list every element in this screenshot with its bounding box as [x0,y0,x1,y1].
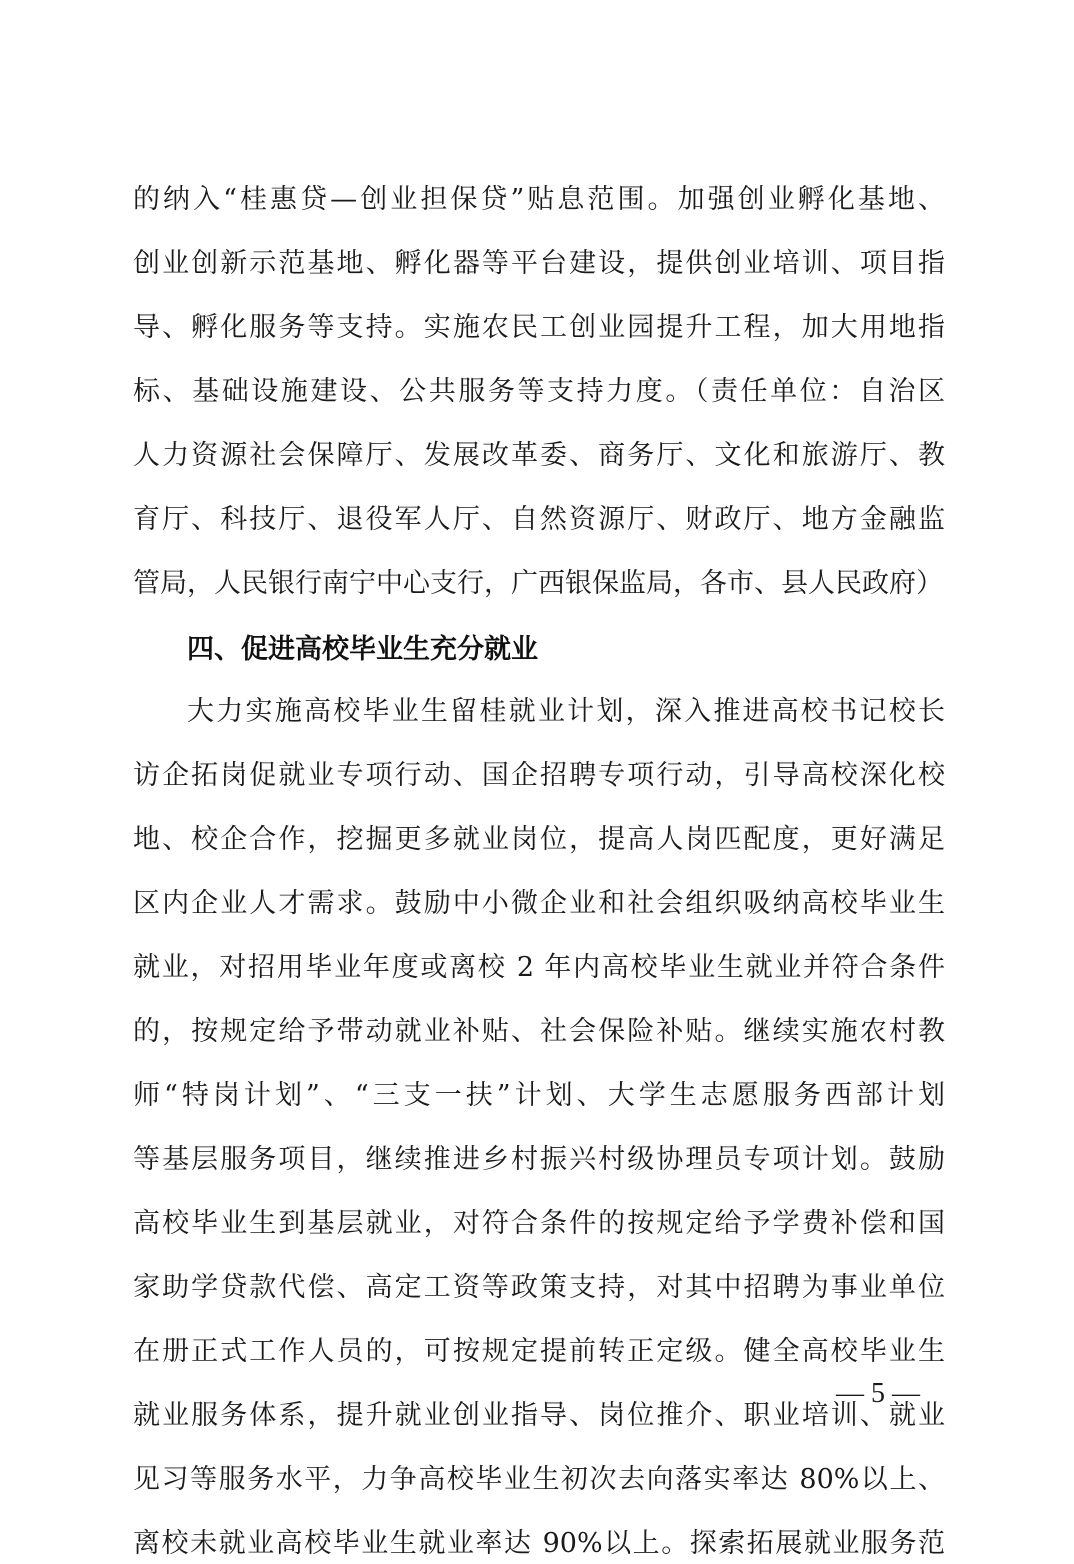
paragraph-line: 就业服务体系，提升就业创业指导、岗位推介、职业培训、就业 [133,1400,945,1431]
paragraph-line: 创业创新示范基地、孵化器等平台建设，提供创业培训、项目指 [133,248,945,279]
paragraph-line: 大力实施高校毕业生留桂就业计划，深入推进高校书记校长 [187,696,945,727]
paragraph-line: 地、校企合作，挖掘更多就业岗位，提高人岗匹配度，更好满足 [133,824,945,855]
paragraph-line: 离校未就业高校毕业生就业率达 90%以上。探索拓展就业服务范 [133,1528,945,1559]
paragraph-line: 见习等服务水平，力争高校毕业生初次去向落实率达 80%以上、 [133,1464,945,1495]
paragraph-line: 区内企业人才需求。鼓励中小微企业和社会组织吸纳高校毕业生 [133,888,945,919]
paragraph-line: 访企拓岗促就业专项行动、国企招聘专项行动，引导高校深化校 [133,760,945,791]
paragraph-line: 家助学贷款代偿、高定工资等政策支持，对其中招聘为事业单位 [133,1272,945,1303]
paragraph-line: 管局，人民银行南宁中心支行，广西银保监局，各市、县人民政府） [133,568,943,599]
paragraph-line: 就业，对招用毕业年度或离校 2 年内高校毕业生就业并符合条件 [133,952,945,983]
page-number: — 5 — [836,1378,920,1409]
paragraph-line: 育厅、科技厅、退役军人厅、自然资源厅、财政厅、地方金融监 [133,504,945,535]
paragraph-line: 的纳入“桂惠贷—创业担保贷”贴息范围。加强创业孵化基地、 [133,184,945,215]
paragraph-line: 在册正式工作人员的，可按规定提前转正定级。健全高校毕业生 [133,1336,945,1367]
section-heading: 四、促进高校毕业生充分就业 [187,634,538,665]
paragraph-line: 人力资源社会保障厅、发展改革委、商务厅、文化和旅游厅、教 [133,440,945,471]
paragraph-line: 导、孵化服务等支持。实施农民工创业园提升工程，加大用地指 [133,312,945,343]
paragraph-line: 师“特岗计划”、“三支一扶”计划、大学生志愿服务西部计划 [133,1080,945,1111]
paragraph-line: 标、基础设施建设、公共服务等支持力度。（责任单位：自治区 [133,376,945,407]
paragraph-line: 等基层服务项目，继续推进乡村振兴村级协理员专项计划。鼓励 [133,1144,945,1175]
paragraph-line: 的，按规定给予带动就业补贴、社会保险补贴。继续实施农村教 [133,1016,945,1047]
paragraph-line: 高校毕业生到基层就业，对符合条件的按规定给予学费补偿和国 [133,1208,945,1239]
